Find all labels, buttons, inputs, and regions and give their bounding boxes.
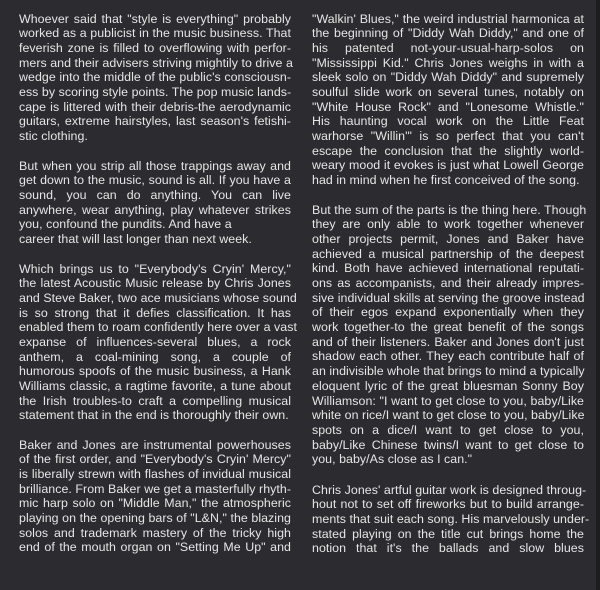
text-line: guitars, extreme hairstyles, last season's fetishi- <box>19 114 291 129</box>
text-line: is liberally strewn with flashes of invidual musical <box>19 466 291 481</box>
text-line: feverish zone is filled to overflowing with perfor- <box>19 40 291 55</box>
text-line: sleek solo on "Diddy Wah Diddy" and supremely <box>312 70 584 85</box>
text-line: ments that suit each song. His marvelously under- <box>312 511 590 526</box>
text-line: work together-to the great benefit of the songs <box>312 320 584 335</box>
text-line: expanse of influences-several blues, a rock <box>19 335 291 350</box>
text-line: the beginning of "Diddy Wah Diddy," and one of <box>312 26 584 41</box>
text-line: But when you strip all those trappings away and <box>19 158 291 173</box>
text-line: cape is littered with their debris-the aerodynamic <box>19 99 291 114</box>
text-line: and Steve Baker, two ace musicians whose sound <box>19 290 297 305</box>
text-line: and of their listeners. Baker and Jones don't just <box>312 334 584 349</box>
text-line: anywhere, wear anything, play whatever strikes <box>19 202 291 217</box>
text-line: of the first order, and "Everybody's Cryin' Mercy" <box>19 452 291 467</box>
paragraph <box>19 438 291 556</box>
text-line: wedge into the middle of the public's consciousn- <box>19 70 291 85</box>
paragraph <box>19 12 291 144</box>
text-line: an indivisible whole that brings to mind a typically <box>312 364 585 379</box>
text-line: His haunting vocal work on the Little Feat <box>312 114 584 129</box>
page-edge <box>596 0 600 590</box>
text-line: spots on a dice/I want to get close to you, <box>312 422 584 437</box>
text-line: you, confound the pundits. And have a <box>19 217 232 232</box>
text-line: other projects permit, Jones and Baker have <box>312 231 584 246</box>
text-line: the latest Acoustic Music release by Chris Jones <box>19 276 291 291</box>
text-line: sound, you can do anything. You can live <box>19 187 291 202</box>
text-line: brilliance. From Baker we get a masterfully rhyth- <box>19 481 291 496</box>
text-line: sive individual skills at serving the groove instead <box>312 290 585 305</box>
paragraph <box>312 202 587 467</box>
text-line: soulful slide work on several tunes, notably on <box>312 85 584 100</box>
text-line: baby/Like Chinese twins/I want to get close to <box>312 437 584 452</box>
text-line: Baker and Jones are instrumental powerhouses <box>19 437 291 452</box>
text-line: Whoever said that "style is everything" probably <box>19 11 291 26</box>
text-line: statement that in the end is thoroughly their own. <box>19 408 289 423</box>
text-line: achieved a musical partnership of the deepest <box>312 246 584 261</box>
text-line: humorous spoofs of the music business, a Hank <box>19 364 291 379</box>
text-line: warhorse "Willin'" is so perfect that you can't <box>312 129 584 144</box>
text-line: escape the conclusion that the slightly world- <box>312 143 584 158</box>
text-line: worked as a publicist in the music business. That <box>19 26 291 41</box>
text-line: anthem, a coal-mining song, a couple of <box>19 349 291 364</box>
text-line: of their egos expand exponentially when they <box>312 305 584 320</box>
paragraph <box>312 482 590 556</box>
text-line: mic harp solo on "Middle Man," the atmospheric <box>19 496 291 511</box>
text-line: solos and trademark mastery of the tricky high <box>19 525 291 540</box>
text-line: white on rice/I want to get close to you, baby/Like <box>312 408 585 423</box>
text-line: they are only able to work together whenever <box>312 217 584 232</box>
text-line: get down to the music, sound is all. If you have a <box>19 173 291 188</box>
text-line: shadow each other. They each contribute half of <box>312 349 584 364</box>
paragraph <box>19 159 291 247</box>
text-line: mers and their advisers striving mightily to drive a <box>19 55 293 70</box>
text-line: Which brings us to "Everybody's Cryin' Mercy," <box>19 261 291 276</box>
text-line: career that will last longer than next week. <box>19 232 252 247</box>
paragraph <box>312 12 584 188</box>
text-line: Williams classic, a ragtime favorite, a tune about <box>19 379 291 394</box>
text-line: But the sum of the parts is the thing here. Though <box>312 202 587 217</box>
text-line: is so strong that it defies classification. It has <box>19 305 291 320</box>
text-line: you, baby/As close as I can." <box>312 452 473 467</box>
text-line: enabled them to roam confidently here over a vast <box>19 320 297 335</box>
text-line: his patented not-your-usual-harp-solos on <box>312 40 584 55</box>
text-line: had in mind when he first conceived of the song. <box>312 173 580 188</box>
text-line: Williamson: "I want to get close to you, baby/Like <box>312 393 584 408</box>
text-line: hout not to set off fireworks but to build arrange- <box>312 497 584 512</box>
text-line: the Irish troubles-to craft a compelling musical <box>19 393 291 408</box>
paragraph <box>19 261 297 424</box>
text-line: kind. Both have achieved international reputati- <box>312 261 584 276</box>
text-line: playing on the opening bars of "L&N," the blazing <box>19 511 291 526</box>
text-line: "Mississippi Kid." Chris Jones weighs in with a <box>312 55 584 70</box>
text-line: stated playing on the title cut brings home the <box>312 526 584 541</box>
text-line: end of the mouth organ on "Setting Me Up" and <box>19 540 291 555</box>
text-line: ons as accompanists, and their already impres- <box>312 276 584 291</box>
text-line: eloquent lyric of the great bluesman Sonny Boy <box>312 378 584 393</box>
text-line: weary mood it evokes is just what Lowell George <box>312 158 584 173</box>
text-line: stic clothing. <box>19 129 88 144</box>
text-line: notion that it's the ballads and slow blues <box>312 541 584 556</box>
text-line: "Walkin' Blues," the weird industrial harmonica at <box>312 11 584 26</box>
text-line: "White House Rock" and "Lonesome Whistle." <box>312 99 584 114</box>
text-line: ess by scoring style points. The pop music lands- <box>19 85 292 100</box>
text-line: Chris Jones' artful guitar work is designed throug- <box>312 482 587 497</box>
